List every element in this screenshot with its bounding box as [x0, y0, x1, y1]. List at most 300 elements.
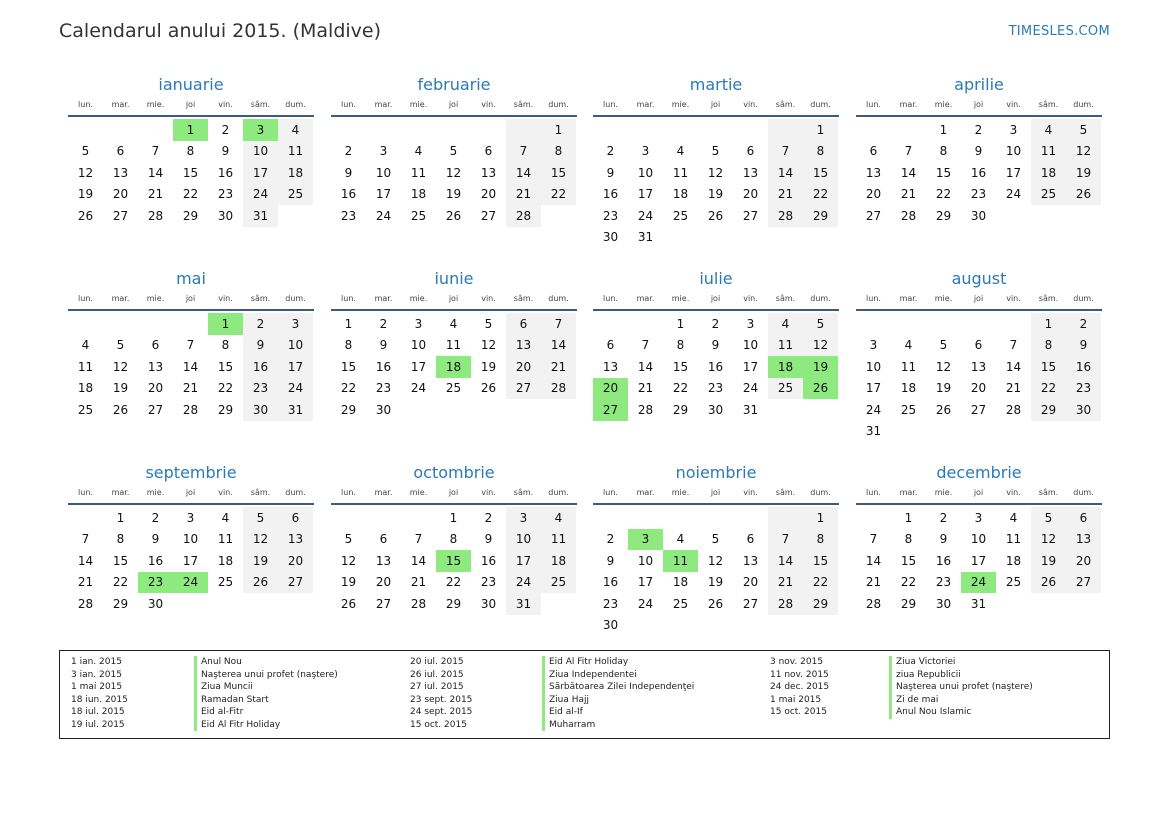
empty-cell — [733, 119, 768, 141]
weekday-label: dum. — [810, 294, 831, 303]
empty-cell — [733, 507, 768, 529]
day-cell: 22 — [900, 575, 917, 590]
weekday-label: sâm. — [775, 488, 796, 497]
weekday-label: joi — [973, 100, 984, 109]
holiday-name: Eid Al Fitr Holiday — [542, 656, 694, 669]
day-grid — [593, 313, 839, 421]
weekday-label: mar. — [899, 100, 918, 109]
day-cell: 24 — [637, 208, 654, 223]
day-cell: 16 — [707, 359, 724, 374]
day-cell: 17 — [970, 553, 987, 568]
day-cell: 16 — [375, 359, 392, 374]
month-ianuarie — [68, 75, 314, 227]
day-cell: 8 — [116, 532, 125, 547]
holiday-date: 3 ian. 2015 — [71, 669, 122, 680]
day-cell: 6 — [116, 144, 125, 159]
weekday-label: mie. — [409, 100, 428, 109]
day-cell: 6 — [606, 338, 615, 353]
weekday-label: mar. — [374, 294, 393, 303]
day-cell: 4 — [676, 532, 685, 547]
weekday-label: lun. — [341, 294, 356, 303]
day-cell: 2 — [1066, 313, 1101, 335]
day-cell: 18 — [900, 381, 917, 396]
empty-cell — [628, 119, 663, 141]
day-cell: 11 — [1005, 532, 1022, 547]
day-cell: 21 — [77, 575, 94, 590]
day-cell: 5 — [449, 144, 458, 159]
weekday-label: sâm. — [775, 100, 796, 109]
day-cell: 15 — [1031, 356, 1066, 378]
day-cell: 18 — [541, 550, 576, 572]
day-cell: 28 — [865, 596, 882, 611]
day-cell: 27 — [742, 596, 759, 611]
weekday-label: sâm. — [1038, 488, 1059, 497]
weekday-label: joi — [185, 294, 196, 303]
day-cell: 27 — [480, 208, 497, 223]
day-cell: 1 — [344, 316, 353, 331]
day-cell: 7 — [1009, 338, 1018, 353]
day-cell: 20 — [147, 381, 164, 396]
day-cell: 10 — [1005, 144, 1022, 159]
holiday-date: 18 iun. 2015 — [71, 694, 128, 705]
weekday-label: sâm. — [513, 488, 534, 497]
holiday-name: Sărbătoarea Zilei Independenţei — [542, 681, 694, 694]
day-cell: 8 — [939, 144, 948, 159]
holiday-day-cell: 24 — [961, 572, 996, 594]
day-cell: 14 — [637, 359, 654, 374]
day-cell: 16 — [1066, 356, 1101, 378]
weekday-label: joi — [448, 100, 459, 109]
day-cell: 28 — [147, 208, 164, 223]
day-cell: 13 — [970, 359, 987, 374]
day-cell: 23 — [340, 208, 357, 223]
day-cell: 7 — [641, 338, 650, 353]
day-cell: 22 — [340, 381, 357, 396]
day-cell: 14 — [147, 165, 164, 180]
weekday-label: joi — [448, 488, 459, 497]
weekday-label: vin. — [218, 488, 233, 497]
day-cell: 5 — [344, 532, 353, 547]
day-grid — [68, 507, 314, 615]
day-cell: 7 — [414, 532, 423, 547]
day-cell: 26 — [112, 402, 129, 417]
day-cell: 3 — [974, 510, 983, 525]
day-cell: 5 — [484, 316, 493, 331]
holiday-name: Muharram — [542, 719, 694, 732]
day-cell: 2 — [344, 144, 353, 159]
day-cell: 3 — [506, 507, 541, 529]
day-cell: 2 — [606, 144, 615, 159]
day-cell: 19 — [340, 575, 357, 590]
day-cell: 21 — [900, 187, 917, 202]
weekday-label: lun. — [603, 100, 618, 109]
empty-cell — [436, 119, 471, 141]
empty-cell — [68, 507, 103, 529]
weekday-label: vin. — [481, 294, 496, 303]
weekday-label: vin. — [743, 294, 758, 303]
weekday-label: dum. — [1073, 100, 1094, 109]
month-februarie — [331, 75, 577, 227]
empty-cell — [138, 119, 173, 141]
day-cell: 14 — [182, 359, 199, 374]
day-cell: 21 — [506, 184, 541, 206]
holiday-date: 15 oct. 2015 — [770, 707, 827, 717]
holiday-day-cell: 20 — [593, 378, 628, 400]
weekday-label: joi — [185, 100, 196, 109]
day-cell: 15 — [340, 359, 357, 374]
holiday-name: Zi de mai — [889, 694, 1033, 707]
day-cell: 21 — [182, 381, 199, 396]
holiday-date: 1 mai 2015 — [770, 694, 822, 705]
day-cell: 17 — [278, 356, 313, 378]
empty-cell — [768, 119, 803, 141]
holiday-name: Ramadan Start — [194, 694, 338, 707]
day-cell: 26 — [77, 208, 94, 223]
day-cell: 29 — [803, 593, 838, 615]
site-link[interactable]: TIMESLES.COM — [1008, 24, 1110, 39]
day-cell: 18 — [1031, 162, 1066, 184]
day-cell: 3 — [746, 316, 755, 331]
day-cell: 12 — [112, 359, 129, 374]
month-name: februarie — [417, 75, 491, 94]
day-cell: 22 — [217, 381, 234, 396]
weekday-label: vin. — [481, 100, 496, 109]
day-cell: 1 — [803, 119, 838, 141]
day-cell: 25 — [1005, 575, 1022, 590]
day-cell: 8 — [803, 529, 838, 551]
holiday-name: Eid Al Fitr Holiday — [194, 719, 338, 732]
day-cell: 29 — [803, 205, 838, 227]
day-cell: 3 — [641, 144, 650, 159]
day-cell: 23 — [243, 378, 278, 400]
day-cell: 13 — [865, 165, 882, 180]
day-cell: 7 — [768, 141, 803, 163]
day-cell: 17 — [1005, 165, 1022, 180]
day-cell: 24 — [1005, 187, 1022, 202]
day-cell: 11 — [410, 165, 427, 180]
day-cell: 22 — [935, 187, 952, 202]
day-cell: 27 — [375, 596, 392, 611]
month-iunie — [331, 269, 577, 421]
day-cell: 22 — [1031, 378, 1066, 400]
day-grid — [593, 507, 839, 636]
weekday-label: sâm. — [775, 294, 796, 303]
day-cell: 22 — [672, 381, 689, 396]
day-cell: 8 — [541, 141, 576, 163]
day-cell: 24 — [278, 378, 313, 400]
weekday-label: vin. — [743, 100, 758, 109]
holiday-date: 24 sept. 2015 — [410, 707, 473, 717]
day-cell: 31 — [506, 593, 541, 615]
holiday-name: Naşterea unui profet (naştere) — [194, 669, 338, 682]
day-cell: 28 — [900, 208, 917, 223]
day-cell: 19 — [243, 550, 278, 572]
holiday-name: Ziua Hajj — [542, 694, 694, 707]
month-name: iunie — [434, 269, 474, 288]
day-cell: 5 — [116, 338, 125, 353]
day-cell: 31 — [637, 230, 654, 245]
weekday-label: mie. — [671, 488, 690, 497]
day-cell: 9 — [606, 553, 615, 568]
day-cell: 6 — [1066, 507, 1101, 529]
empty-cell — [68, 119, 103, 141]
month-name: ianuarie — [158, 75, 224, 94]
empty-cell — [961, 313, 996, 335]
weekday-label: mar. — [111, 294, 130, 303]
day-cell: 7 — [506, 141, 541, 163]
day-cell: 15 — [182, 165, 199, 180]
day-cell: 12 — [935, 359, 952, 374]
day-cell: 20 — [112, 187, 129, 202]
day-cell: 28 — [768, 593, 803, 615]
weekday-label: mie. — [146, 100, 165, 109]
day-cell: 4 — [221, 510, 230, 525]
day-cell: 23 — [602, 596, 619, 611]
day-cell: 28 — [506, 205, 541, 227]
day-cell: 20 — [375, 575, 392, 590]
day-cell: 25 — [410, 208, 427, 223]
day-cell: 10 — [865, 359, 882, 374]
holiday-name: Anul Nou Islamic — [889, 706, 1033, 719]
day-cell: 19 — [480, 359, 497, 374]
day-cell: 23 — [480, 575, 497, 590]
month-noiembrie — [593, 463, 839, 636]
day-cell: 10 — [506, 529, 541, 551]
day-cell: 15 — [112, 553, 129, 568]
day-cell: 5 — [711, 144, 720, 159]
day-cell: 7 — [541, 313, 576, 335]
weekday-header — [68, 487, 314, 505]
weekday-label: lun. — [78, 488, 93, 497]
empty-cell — [366, 507, 401, 529]
holiday-date: 3 nov. 2015 — [770, 657, 824, 667]
weekday-header — [856, 293, 1102, 311]
day-cell: 28 — [410, 596, 427, 611]
empty-cell — [663, 507, 698, 529]
day-cell: 6 — [746, 532, 755, 547]
day-cell: 18 — [672, 187, 689, 202]
day-cell: 6 — [506, 313, 541, 335]
day-cell: 21 — [147, 187, 164, 202]
day-cell: 10 — [742, 338, 759, 353]
day-cell: 29 — [445, 596, 462, 611]
day-cell: 1 — [676, 316, 685, 331]
day-cell: 26 — [480, 381, 497, 396]
day-cell: 25 — [768, 378, 803, 400]
day-cell: 10 — [637, 553, 654, 568]
weekday-label: mar. — [899, 294, 918, 303]
day-cell: 19 — [77, 187, 94, 202]
empty-cell — [698, 119, 733, 141]
weekday-label: dum. — [285, 488, 306, 497]
day-cell: 28 — [77, 596, 94, 611]
day-cell: 27 — [278, 572, 313, 594]
day-cell: 28 — [541, 378, 576, 400]
month-name: septembrie — [145, 463, 237, 482]
holiday-name: Anul Nou — [194, 656, 338, 669]
day-cell: 15 — [900, 553, 917, 568]
day-grid — [593, 119, 839, 248]
day-cell: 13 — [278, 529, 313, 551]
day-cell: 28 — [637, 402, 654, 417]
weekday-label: sâm. — [1038, 294, 1059, 303]
day-cell: 17 — [742, 359, 759, 374]
day-cell: 28 — [182, 402, 199, 417]
day-grid — [331, 119, 577, 227]
day-cell: 25 — [77, 402, 94, 417]
day-cell: 29 — [935, 208, 952, 223]
day-cell: 4 — [414, 144, 423, 159]
day-cell: 15 — [935, 165, 952, 180]
weekday-label: joi — [448, 294, 459, 303]
day-cell: 11 — [900, 359, 917, 374]
weekday-label: sâm. — [1038, 100, 1059, 109]
day-cell: 21 — [541, 356, 576, 378]
weekday-label: mie. — [934, 100, 953, 109]
day-cell: 29 — [340, 402, 357, 417]
day-cell: 9 — [606, 165, 615, 180]
day-cell: 5 — [803, 313, 838, 335]
day-cell: 5 — [1031, 507, 1066, 529]
day-cell: 26 — [445, 208, 462, 223]
weekday-label: dum. — [1073, 294, 1094, 303]
day-cell: 8 — [904, 532, 913, 547]
month-aprilie — [856, 75, 1102, 227]
day-cell: 7 — [151, 144, 160, 159]
day-cell: 8 — [221, 338, 230, 353]
day-cell: 21 — [865, 575, 882, 590]
empty-cell — [856, 507, 891, 529]
day-cell: 1 — [803, 507, 838, 529]
day-cell: 14 — [900, 165, 917, 180]
day-cell: 24 — [243, 184, 278, 206]
day-cell: 3 — [186, 510, 195, 525]
day-cell: 14 — [541, 335, 576, 357]
day-cell: 7 — [869, 532, 878, 547]
empty-cell — [331, 507, 366, 529]
day-cell: 3 — [379, 144, 388, 159]
weekday-label: lun. — [341, 488, 356, 497]
day-cell: 16 — [970, 165, 987, 180]
weekday-label: mie. — [671, 294, 690, 303]
weekday-label: dum. — [548, 488, 569, 497]
empty-cell — [593, 507, 628, 529]
weekday-label: mar. — [111, 488, 130, 497]
day-cell: 22 — [803, 184, 838, 206]
day-cell: 31 — [278, 399, 313, 421]
day-cell: 2 — [379, 316, 388, 331]
weekday-label: mar. — [899, 488, 918, 497]
day-cell: 22 — [182, 187, 199, 202]
day-cell: 7 — [904, 144, 913, 159]
day-cell: 6 — [379, 532, 388, 547]
holiday-legend — [59, 650, 1110, 739]
weekday-label: sâm. — [250, 488, 271, 497]
day-cell: 21 — [637, 381, 654, 396]
day-cell: 20 — [742, 187, 759, 202]
holiday-name: ziua Republicii — [889, 669, 1033, 682]
day-cell: 21 — [768, 572, 803, 594]
day-cell: 26 — [243, 572, 278, 594]
day-cell: 2 — [243, 313, 278, 335]
day-cell: 29 — [112, 596, 129, 611]
day-cell: 1 — [541, 119, 576, 141]
day-cell: 6 — [151, 338, 160, 353]
holiday-date: 24 dec. 2015 — [770, 682, 830, 692]
weekday-label: joi — [710, 294, 721, 303]
holiday-day-cell: 1 — [173, 119, 208, 141]
day-cell: 6 — [484, 144, 493, 159]
weekday-label: dum. — [285, 294, 306, 303]
day-cell: 24 — [637, 596, 654, 611]
day-cell: 29 — [1031, 399, 1066, 421]
empty-cell — [401, 119, 436, 141]
day-cell: 5 — [81, 144, 90, 159]
day-cell: 9 — [221, 144, 230, 159]
day-cell: 24 — [742, 381, 759, 396]
day-cell: 12 — [1031, 529, 1066, 551]
holiday-day-cell: 11 — [663, 550, 698, 572]
day-cell: 25 — [672, 208, 689, 223]
day-cell: 16 — [602, 187, 619, 202]
weekday-label: mie. — [146, 488, 165, 497]
day-cell: 29 — [217, 402, 234, 417]
day-cell: 20 — [480, 187, 497, 202]
empty-cell — [856, 313, 891, 335]
day-cell: 17 — [375, 187, 392, 202]
day-cell: 31 — [865, 424, 882, 439]
day-cell: 10 — [278, 335, 313, 357]
empty-cell — [926, 313, 961, 335]
weekday-label: sâm. — [250, 294, 271, 303]
day-cell: 1 — [1031, 313, 1066, 335]
day-cell: 20 — [1066, 550, 1101, 572]
day-cell: 4 — [1031, 119, 1066, 141]
weekday-label: mie. — [934, 294, 953, 303]
day-cell: 13 — [506, 335, 541, 357]
day-cell: 21 — [1005, 381, 1022, 396]
day-cell: 31 — [742, 402, 759, 417]
day-cell: 9 — [243, 335, 278, 357]
day-cell: 23 — [375, 381, 392, 396]
weekday-header — [331, 293, 577, 311]
holiday-date: 1 mai 2015 — [71, 682, 123, 692]
day-cell: 14 — [77, 553, 94, 568]
day-cell: 8 — [344, 338, 353, 353]
day-cell: 27 — [970, 402, 987, 417]
weekday-label: mie. — [409, 294, 428, 303]
empty-cell — [996, 313, 1031, 335]
weekday-label: lun. — [866, 488, 881, 497]
weekday-label: vin. — [218, 294, 233, 303]
weekday-header — [68, 293, 314, 311]
day-cell: 11 — [1031, 141, 1066, 163]
day-cell: 30 — [243, 399, 278, 421]
month-name: octombrie — [413, 463, 495, 482]
holiday-day-cell: 26 — [803, 378, 838, 400]
day-cell: 27 — [865, 208, 882, 223]
day-cell: 23 — [970, 187, 987, 202]
weekday-label: mar. — [636, 488, 655, 497]
day-grid — [331, 507, 577, 615]
day-cell: 1 — [449, 510, 458, 525]
day-cell: 7 — [186, 338, 195, 353]
day-cell: 20 — [278, 550, 313, 572]
weekday-header — [593, 99, 839, 117]
day-cell: 19 — [1066, 162, 1101, 184]
holiday-day-cell: 24 — [173, 572, 208, 594]
day-cell: 20 — [506, 356, 541, 378]
